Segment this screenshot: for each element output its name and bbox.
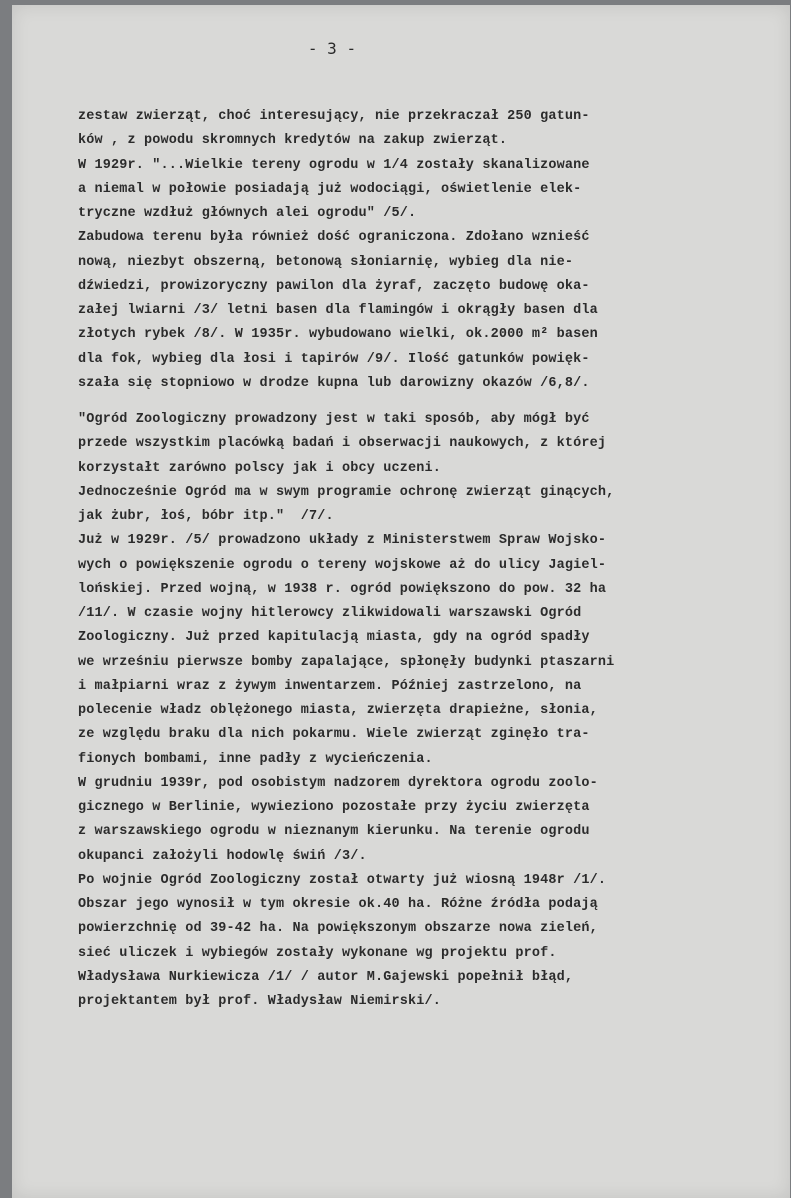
text-line: a niemal w połowie posiadają już wodociągi, oświetlenie elek- — [78, 181, 582, 197]
text-line: korzystałt zarówno polscy jak i obcy uczeni. — [78, 460, 442, 476]
text-line: lońskiej. Przed wojną, w 1938 r. ogród powiększono do pow. 32 ha — [78, 581, 607, 597]
page-number: - 3 - — [307, 39, 357, 58]
text-line: szała się stopniowo w drodze kupna lub darowizny okazów /6,8/. — [78, 375, 590, 391]
text-line: Po wojnie Ogród Zoologiczny został otwarty już wiosną 1948r /1/. — [78, 872, 607, 888]
text-line: polecenie władz oblężonego miasta, zwierzęta drapieżne, słonia, — [78, 703, 598, 718]
paragraph-gap — [78, 396, 758, 408]
text-line: dźwiedzi, prowizoryczny pawilon dla żyraf, zaczęto budowę oka- — [78, 278, 590, 294]
text-line: sieć uliczek i wybiegów zostały wykonane wg projektu prof. — [78, 945, 557, 961]
text-line: gicznego w Berlinie, wywieziono pozostałe przy życiu zwierzęta — [78, 800, 590, 815]
text-line: Władysława Nurkiewicza /1/ / autor M.Gajewski popełnił błąd, — [78, 969, 574, 985]
text-line: ków , z powodu skromnych kredytów na zakup zwierząt. — [78, 133, 508, 149]
text-line: przede wszystkim placówką badań i obserwacji naukowych, z której — [78, 436, 607, 452]
text-line: nową, niezbyt obszerną, betonową słoniarnię, wybieg dla nie- — [78, 254, 574, 270]
text-line: zestaw zwierząt, choć interesujący, nie przekraczał 250 gatun- — [78, 109, 590, 124]
text-line: /11/. W czasie wojny hitlerowcy zlikwidowali warszawski Ogród — [78, 606, 582, 621]
text-line: okupanci założyli hodowlę świń /3/. — [78, 848, 367, 864]
text-line: W grudniu 1939r, pod osobistym nadzorem dyrektora ogrodu zoolo- — [78, 775, 598, 791]
text-line: jak żubr, łoś, bóbr itp." /7/. — [78, 509, 334, 524]
text-line: Zoologiczny. Już przed kapitulacją miasta, gdy na ogród spadły — [78, 630, 590, 646]
text-line: projektantem był prof. Władysław Niemirski/. — [78, 994, 442, 1009]
text-line: złotych rybek /8/. W 1935r. wybudowano wielki, ok.2000 m² basen — [78, 327, 598, 343]
text-line: dla fok, wybieg dla łosi i tapirów /9/. Ilość gatunków powięk- — [78, 351, 590, 367]
text-line: W 1929r. "...Wielkie tereny ogrodu w 1/4 zostały skanalizowane — [78, 157, 590, 173]
text-line: Obszar jego wynosił w tym okresie ok.40 ha. Różne źródła podają — [78, 897, 598, 912]
document-page — [12, 5, 790, 1198]
text-line: powierzchnię od 39-42 ha. Na powiększonym obszarze nowa zieleń, — [78, 921, 598, 937]
text-line: "Ogród Zoologiczny prowadzony jest w taki sposób, aby mógł być — [78, 412, 590, 427]
text-line: ze względu braku dla nich pokarmu. Wiele zwierząt zginęło tra- — [78, 727, 590, 743]
text-line: Już w 1929r. /5/ prowadzono układy z Ministerstwem Spraw Wojsko- — [78, 533, 607, 549]
text-line: we wrześniu pierwsze bomby zapalające, spłonęły budynki ptaszarni — [78, 654, 615, 670]
body-text — [78, 105, 758, 1014]
text-line: tryczne wzdłuż głównych alei ogrodu" /5/. — [78, 206, 417, 221]
text-line: i małpiarni wraz z żywym inwentarzem. Później zastrzelono, na — [78, 678, 582, 694]
text-line: załej lwiarni /3/ letni basen dla flamingów i okrągły basen dla — [78, 303, 598, 318]
text-line: Jednocześnie Ogród ma w swym programie ochronę zwierząt ginących, — [78, 484, 615, 500]
text-line: Zabudowa terenu była również dość ograniczona. Zdołano wznieść — [78, 230, 590, 246]
text-line: fionych bombami, inne padły z wycieńczenia. — [78, 751, 433, 767]
text-line: wych o powiększenie ogrodu o tereny wojskowe aż do ulicy Jagiel- — [78, 557, 607, 573]
text-line: z warszawskiego ogrodu w nieznanym kierunku. Na terenie ogrodu — [78, 824, 590, 840]
